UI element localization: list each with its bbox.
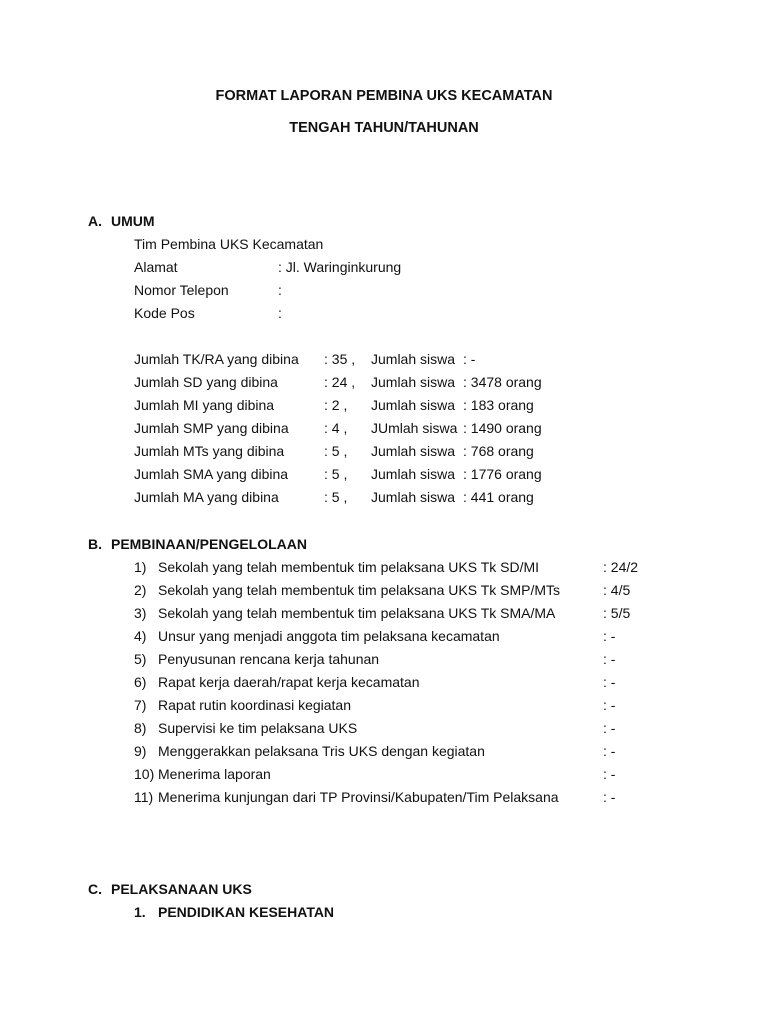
student-label: Jumlah siswa	[371, 443, 456, 459]
field-value: :	[278, 282, 282, 298]
list-item-number: 8)	[134, 720, 147, 736]
field-label: Alamat	[134, 259, 178, 275]
student-label: Jumlah siswa	[371, 466, 456, 482]
school-type-label: Jumlah MTs yang dibina	[134, 443, 285, 459]
school-type-label: Jumlah MI yang dibina	[134, 397, 275, 413]
student-count: : 1776 orang	[463, 466, 542, 482]
list-item-text: Menerima kunjungan dari TP Provinsi/Kabupaten/Tim Pelaksana	[158, 789, 559, 805]
student-count: : 441 orang	[463, 489, 534, 505]
list-item-number: 4)	[134, 628, 147, 644]
student-count: : -	[463, 351, 476, 367]
section-c-marker: C.	[88, 881, 102, 897]
document-title: FORMAT LAPORAN PEMBINA UKS KECAMATAN	[215, 88, 553, 104]
list-item-text: Sekolah yang telah membentuk tim pelaksana UKS Tk SMP/MTs	[158, 582, 561, 598]
list-item-number: 3)	[134, 605, 147, 621]
list-item-number: 6)	[134, 674, 147, 690]
field-value: :	[278, 305, 282, 321]
list-item-value: : 24/2	[603, 559, 639, 575]
student-count: : 1490 orang	[463, 420, 542, 436]
list-item-value: : -	[603, 628, 616, 644]
list-item-text: Menerima laporan	[158, 766, 271, 782]
section-b-heading: PEMBINAAN/PENGELOLAAN	[111, 536, 308, 552]
school-count: : 5 ,	[324, 489, 348, 505]
list-item-text: Sekolah yang telah membentuk tim pelaksana UKS Tk SD/MI	[158, 559, 540, 575]
subsection-heading: PENDIDIKAN KESEHATAN	[158, 904, 335, 920]
list-item-number: 9)	[134, 743, 147, 759]
student-count: : 183 orang	[463, 397, 534, 413]
school-count: : 5 ,	[324, 466, 348, 482]
student-label: Jumlah siswa	[371, 351, 456, 367]
list-item-number: 10)	[134, 766, 155, 782]
student-label: Jumlah siswa	[371, 397, 456, 413]
school-type-label: Jumlah MA yang dibina	[134, 489, 279, 505]
list-item-value: : -	[603, 720, 616, 736]
list-item-value: : -	[603, 766, 616, 782]
list-item-text: Penyusunan rencana kerja tahunan	[158, 651, 380, 667]
subsection-number: 1.	[134, 904, 146, 920]
list-item-value: : -	[603, 697, 616, 713]
list-item-number: 5)	[134, 651, 147, 667]
list-item-value: : -	[603, 651, 616, 667]
list-item-text: Sekolah yang telah membentuk tim pelaksana UKS Tk SMA/MA	[158, 605, 556, 621]
document-subtitle: TENGAH TAHUN/TAHUNAN	[289, 120, 479, 136]
field-label: Nomor Telepon	[134, 282, 229, 298]
list-item-value: : -	[603, 789, 616, 805]
student-count: : 3478 orang	[463, 374, 542, 390]
list-item-text: Menggerakkan pelaksana Tris UKS dengan kegiatan	[158, 743, 485, 759]
list-item-value: : 4/5	[603, 582, 631, 598]
list-item-number: 2)	[134, 582, 147, 598]
section-a-heading: UMUM	[111, 213, 155, 229]
school-type-label: Jumlah SD yang dibina	[134, 374, 278, 390]
list-item-number: 7)	[134, 697, 147, 713]
school-count: : 24 ,	[324, 374, 356, 390]
school-count: : 5 ,	[324, 443, 348, 459]
list-item-value: : 5/5	[603, 605, 631, 621]
list-item-text: Rapat kerja daerah/rapat kerja kecamatan	[158, 674, 420, 690]
list-item-number: 1)	[134, 559, 147, 575]
field-label: Kode Pos	[134, 305, 195, 321]
student-count: : 768 orang	[463, 443, 534, 459]
school-type-label: Jumlah SMA yang dibina	[134, 466, 289, 482]
student-label: JUmlah siswa	[371, 420, 458, 436]
section-b-marker: B.	[88, 536, 102, 552]
list-item-text: Supervisi ke tim pelaksana UKS	[158, 720, 358, 736]
student-label: Jumlah siswa	[371, 489, 456, 505]
list-item-value: : -	[603, 743, 616, 759]
student-label: Jumlah siswa	[371, 374, 456, 390]
list-item-number: 11)	[134, 789, 154, 805]
school-count: : 35 ,	[324, 351, 356, 367]
list-item-text: Rapat rutin koordinasi kegiatan	[158, 697, 352, 713]
team-label: Tim Pembina UKS Kecamatan	[134, 236, 324, 252]
school-count: : 4 ,	[324, 420, 348, 436]
list-item-text: Unsur yang menjadi anggota tim pelaksana kecamatan	[158, 628, 500, 644]
field-value: : Jl. Waringinkurung	[278, 259, 402, 275]
section-a-marker: A.	[88, 213, 102, 229]
school-count: : 2 ,	[324, 397, 348, 413]
school-type-label: Jumlah TK/RA yang dibina	[134, 351, 299, 367]
school-type-label: Jumlah SMP yang dibina	[134, 420, 289, 436]
list-item-value: : -	[603, 674, 616, 690]
section-c-heading: PELAKSANAAN UKS	[111, 881, 252, 897]
